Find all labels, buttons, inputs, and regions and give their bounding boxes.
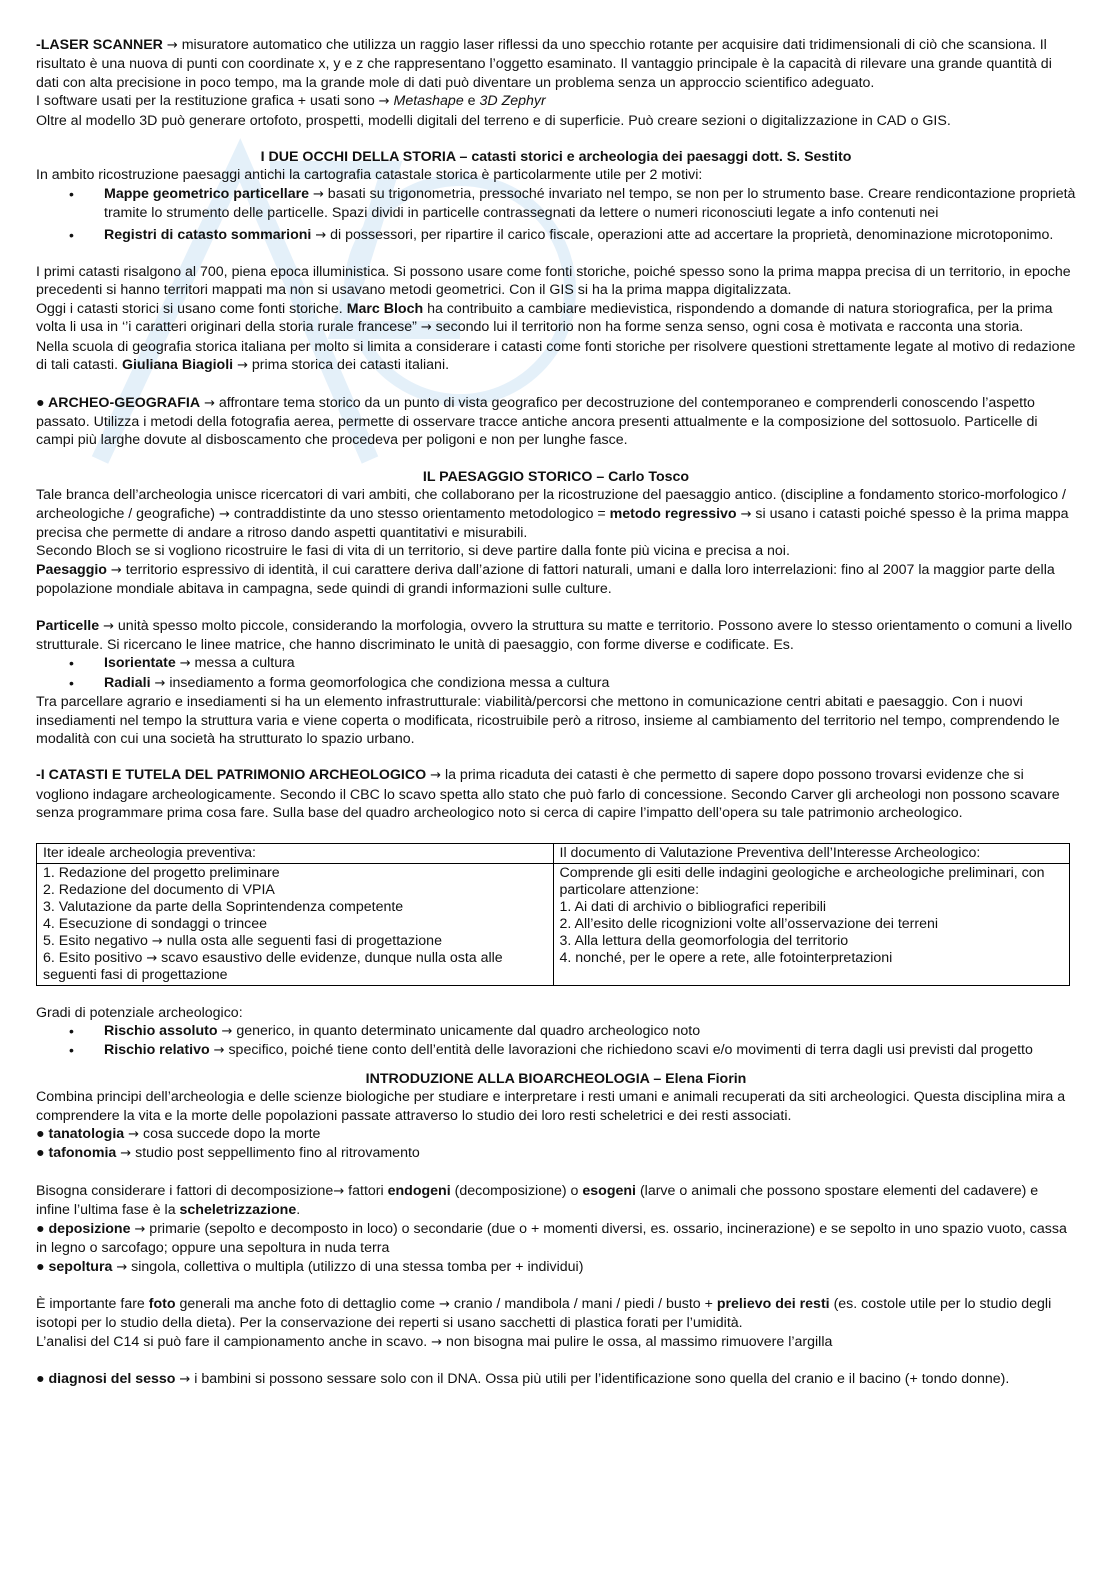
list-item: • Isorientate → messa a cultura [36,654,1076,673]
table-cell-vpia [553,863,1070,985]
vpia-item: 4. nonché, per le opere a rete, alle fotointerpretazioni [559,949,893,966]
arrow-icon: → [204,395,215,411]
arrow-icon: → [218,506,230,522]
paesaggio-p2: Secondo Bloch se si vogliono ricostruire le fasi di vita di un territorio, si deve partire dalla fonte più vicina e precisa a noi. [36,543,790,560]
software-line: I software usati per la restituzione grafica + usati sono → Metashape e 3D Zephyr [36,93,546,110]
catasti-intro: In ambito ricostruzione paesaggi antichi la cartografia catastale storica è particolarmente utile per 2 motivi: [36,167,703,184]
iter-step: 2. Redazione del documento di VPIA [43,881,275,898]
paesaggio-p3: Paesaggio → territorio espressivo di identità, il cui carattere deriva dall’azione di fattori naturali, umani e dalla loro interrelazioni: fino al 2007 la maggior parte della popolazione mondiale abitava in campagna, sede quindi di grandi informazioni sulle culture. [36,561,1055,598]
iter-step: 1. Redazione del progetto preliminare [43,864,280,881]
archeo-geografia-paragraph: ● ARCHEO-GEOGRAFIA → affrontare tema storico da un punto di vista geografico per decostruzione del contemporaneo e comprenderli conoscendo l’aspetto passato. Utilizza i metodi della fotografia aerea, permette di osservare tracce antiche ancora presenti attualmente e la composizione del sottosuolo. Particelle di campi più larghe dovute al disboscamento che procedeva per poligoni e non per lunghe fasce. [36,394,1038,449]
list-item: • Rischio assoluto → generico, in quanto determinato unicamente dal quadro archeologico noto [36,1022,1076,1041]
catasti-p1: I primi catasti risalgono al 700, piena epoca illuministica. Si possono usare come fonti storiche, poiché spesso sono la prima mappa precisa di un territorio, in epoche precedenti si hanno territori mappati ma non si usavano metodi geometrici. Con il GIS si ha la prima mappa digitalizzata. [36,264,1071,299]
list-item: • Radiali → insediamento a forma geomorfologica che condiziona messa a cultura [36,674,1076,693]
table-cell-iter [37,863,554,985]
vpia-intro: Comprende gli esiti delle indagini geologiche e archeologiche preliminari, con particolare attenzione: [559,864,1045,898]
bio-p3: È importante fare foto generali ma anche foto di dettaglio come → cranio / mandibola / mani / piedi / busto + prelievo dei resti (es. costole utile per lo studio degli isotopi per lo studio della dieta). Per la conservazione dei reperti si usano sacchetti di plastica forati per l’umidità. [36,1295,1052,1332]
arrow-icon: → [110,562,122,578]
table-header-cell: Il documento di Valutazione Preventiva dell’Interesse Archeologico: [553,843,1070,863]
bio-p4: L’analisi del C14 si può fare il campionamento anche in scavo. → non bisogna mai pulire le ossa, al massimo rimuovere l’argilla [36,1333,833,1350]
section-heading-paesaggio: IL PAESAGGIO STORICO – Carlo Tosco [422,468,690,485]
arrow-icon: → [431,1334,443,1350]
arrow-icon: → [151,933,163,949]
document-page [36,36,1076,1390]
diagnosi-sesso-line: ● diagnosi del sesso → i bambini si possono sessare solo con il DNA. Ossa più utili per l’identificazione sono quella del cranio e il bacino (+ tondo donne). [36,1371,1010,1388]
arrow-icon: → [134,1221,146,1237]
arrow-icon: → [146,950,158,966]
arrow-icon: → [378,94,390,110]
vpia-item: 3. Alla lettura della geomorfologia del territorio [559,932,849,949]
list-item: • Rischio relativo → specifico, poiché tiene conto dell’entità delle lavorazioni che richiedono scavi e/o movimenti di terra dagli usi previsti dal progetto [36,1041,1076,1060]
section-heading-bioarcheologia: INTRODUZIONE ALLA BIOARCHEOLOGIA – Elena Fiorin [365,1070,747,1087]
laser-extra: Oltre al modello 3D può generare ortofoto, prospetti, modelli digitali del terreno e di superficie. Può creare sezioni o digitalizzazione in CAD o GIS. [36,112,951,129]
iter-step: 3. Valutazione da parte della Soprintendenza competente [43,898,404,915]
catasti-p2: Oggi i catasti storici si usano come fonti storiche. Marc Bloch ha contribuito a cambiare medievistica, rispondendo a domande di natura storiografica, per la prima volta li usa in ‘’i caratteri originari della storia rurale francese” → secondo lui il territorio non ha forme senza senso, ogni cosa è motivata e racconta una storia. [36,300,1053,336]
list-item: • Mappe geometrico particellare → basati su trigonometria, pressoché invariato nel tempo, se non per lo strumento base. Creare rendicontazione proprietà tramite lo strumento delle particelle. Spazi dividi in particelle contrassegnati da lettere o numeri riconosciuti legate a info contenuti nei [36,185,1076,223]
arrow-icon: → [312,186,324,202]
bio-p2: Bisogna considerare i fattori di decomposizione→ fattori endogeni (decomposizione) o esogeni (larve o animali che possono spostare elementi del cadavere) e infine l’ultima fase è la scheletrizzazione. [36,1182,1039,1219]
gradi-intro: Gradi di potenziale archeologico: [36,1004,243,1021]
arrow-icon: → [740,506,752,522]
arrow-icon: → [420,320,432,336]
arrow-icon: → [439,1296,450,1312]
archeologia-preventiva-table [36,843,1070,986]
arrow-icon: → [128,1127,140,1143]
arrow-icon: → [120,1146,132,1162]
arrow-icon: → [116,1259,128,1275]
sepoltura-line: ● sepoltura → singola, collettiva o multipla (utilizzo di una stessa tomba per + individui) [36,1258,584,1275]
arrow-icon: → [103,618,114,634]
paesaggio-p4: Particelle → unità spesso molto piccole, considerando la morfologia, ovvero la struttura su matte e territorio. Possono avere lo stesso orientamento o comuni a livello strutturale. Si ricercano le linee matrice, che hanno discriminato le unità di paesaggio, con forme diverse e codificate. Es. [36,617,1073,653]
iter-step: 4. Esecuzione di sondaggi o trincee [43,915,267,932]
arrow-icon: → [154,675,166,691]
arrow-icon: → [237,358,248,374]
bio-p1: Combina principi dell’archeologia e delle scienze biologiche per studiare e interpretare i resti umani e animali recuperati da siti archeologici. Questa disciplina mira a comprendere la vita e la morte delle popolazioni passate attraverso lo studio dei loro resti scheletrici e dei resti associati. [36,1089,1066,1124]
deposizione-line: ● deposizione → primarie (sepolto e decomposto in loco) o secondarie (due o + momenti diversi, es. ossario, incinerazione) e se sepolto in uno spazio vuoto, cassa in legno o sarcofago; oppure una sepoltura in nuda terra [36,1220,1067,1257]
laser-scanner-paragraph: -LASER SCANNER → misuratore automatico che utilizza un raggio laser riflessi da uno specchio rotante per acquisire dati tridimensionali di ciò che scansiona. Il risultato è una nuova di punti con coordinate x, y e z che rappresentano l’oggetto esaminato. Il vantaggio principale è la capacità di rilevare una grande quantità di dati con alta precisione in poco tempo, ma la grande mole di dati può diventare un problema senza un approccio scientifico adeguato. [36,37,1052,91]
iter-step: 5. Esito negativo → nulla osta alle seguenti fasi di progettazione [43,932,442,949]
table-row [37,863,1070,985]
particelle-bullets [36,654,1076,693]
arrow-icon: → [333,1183,345,1199]
list-item: • Registri di catasto sommarioni → di possessori, per ripartire il carico fiscale, operazioni atte ad accertare la proprietà, denominazione microtoponimo. [36,226,1076,245]
table-header-cell: Iter ideale archeologia preventiva: [37,843,554,863]
arrow-icon: → [166,38,178,53]
paesaggio-p5: Tra parcellare agrario e insediamenti si ha un elemento infrastrutturale: viabilità/percorsi che mettono in comunicazione centri abitati e paesaggio. Con i nuovi insediamenti nel tempo la struttura varia e viene coperta o modificata, ricostruibile però a ritroso, insieme al cambiamento del territorio nel tempo, comprendendo le modalità con cui una società ha strutturato lo spazio urbano. [36,694,1060,747]
vpia-item: 1. Ai dati di archivio o bibliografici reperibili [559,898,827,915]
catasti-bullets [36,185,1076,245]
arrow-icon: → [221,1024,233,1040]
section-heading-catasti: I DUE OCCHI DELLA STORIA – catasti storici e archeologia dei paesaggi dott. S. Sestito [260,149,852,166]
tanatologia-line: ● tanatologia → cosa succede dopo la morte [36,1126,321,1143]
arrow-icon: → [315,227,327,243]
iter-step: 6. Esito positivo → scavo esaustivo delle evidenze, dunque nulla osta alle seguenti fasi di progettazione [43,949,503,983]
arrow-icon: → [430,768,441,784]
table-row [37,843,1070,863]
arrow-icon: → [179,656,191,672]
paesaggio-p1: Tale branca dell’archeologia unisce ricercatori di vari ambiti, che collaborano per la ricostruzione del paesaggio antico. (discipline a fondamento storico-morfologico / archeologiche / geografiche) → contraddistinte da uno stesso orientamento metodologico = metodo regressivo → si usano i catasti poiché spesso è la prima mappa precisa che permette di andare a ritroso dando aspetti quantitativi e misurabili. [36,487,1069,541]
vpia-item: 2. All’esito delle ricognizioni volte all’osservazione dei terreni [559,915,939,932]
arrow-icon: → [179,1372,191,1388]
catasti-p3: Nella scuola di geografia storica italiana per molto si limita a considerare i catasti come fonti storiche per risolvere questioni strettamente legate al motivo di redazione di tali catasti. Giuliana Biagioli → prima storica dei catasti italiani. [36,338,1076,374]
gradi-bullets [36,1022,1076,1061]
tutela-paragraph: -I CATASTI E TUTELA DEL PATRIMONIO ARCHEOLOGICO → la prima ricaduta dei catasti è che permetto di sapere dopo possono trovarsi evidenze che si vogliono indagare archeologicamente. Secondo il CBC lo scavo spetta allo stato che può farlo di concessione. Secondo Carver gli archeologi non possono scavare senza programmare prima cosa fare. Sulla base del quadro archeologico noto si cerca di capire l’impatto dell’opera su tale patrimonio archeologico. [36,767,1060,822]
arrow-icon: → [213,1043,225,1059]
tafonomia-line: ● tafonomia → studio post seppellimento fino al ritrovamento [36,1145,420,1162]
